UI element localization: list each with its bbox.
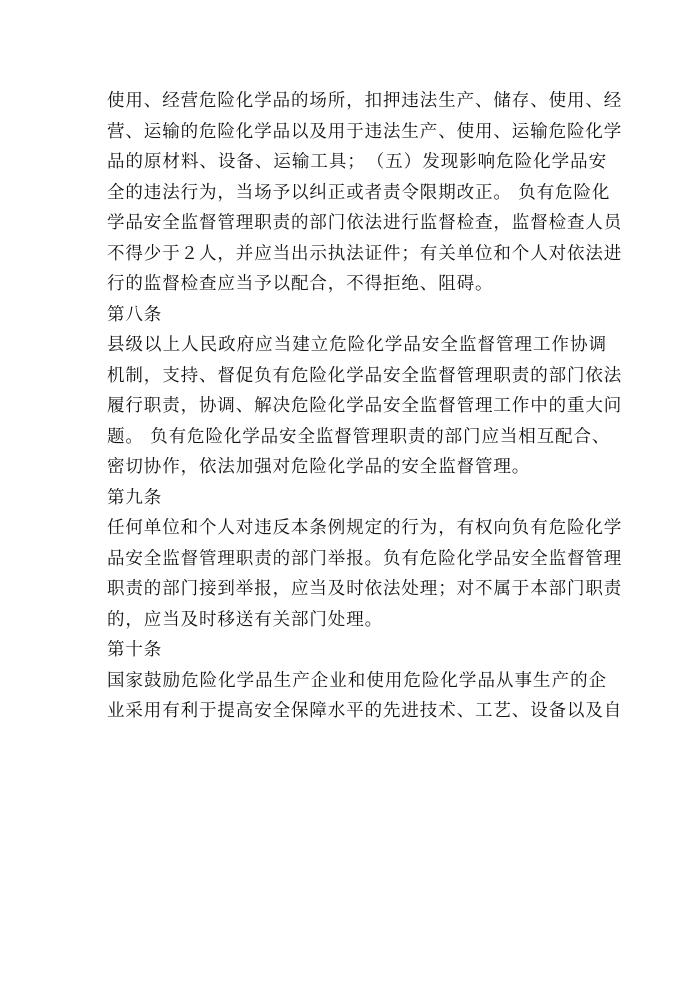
text-line: 使用、经营危险化学品的场所，扣押违法生产、储存、使用、经 [107,91,623,111]
text-line: 履行职责，协调、解决危险化学品安全监督管理工作中的重大问 [107,396,623,416]
text-line: 密切协作，依法加强对危险化学品的安全监督管理。 [107,457,531,477]
text-line: 全的违法行为，当场予以纠正或者责令限期改正。 负有危险化 [107,182,611,203]
text-line: 品的原材料、设备、运输工具； （五）发现影响危险化学品安 [107,152,607,172]
text-line: 不得少于２人，并应当出示执法证件；有关单位和个人对依法进 [107,243,623,264]
article-heading: 第八条 [107,304,163,325]
article-9 [107,483,623,636]
article-heading: 第九条 [107,487,163,508]
text-line: 营、运输的危险化学品以及用于违法生产、使用、运输危险化学 [107,121,623,142]
text-line: 国家鼓励危险化学品生产企业和使用危险化学品从事生产的企 [107,670,607,691]
article-heading: 第十条 [107,640,163,660]
text-line: 题。 负有危险化学品安全监督管理职责的部门应当相互配合、 [107,426,611,447]
document-page [107,86,623,727]
text-line: 县级以上人民政府应当建立危险化学品安全监督管理工作协调 [107,335,607,355]
text-line: 业采用有利于提高安全保障水平的先进技术、工艺、设备以及自 [107,701,623,721]
text-line: 职责的部门接到举报，应当及时依法处理；对不属于本部门职责 [107,579,623,599]
text-line: 任何单位和个人对违反本条例规定的行为，有权向负有危险化学 [107,518,623,538]
text-line: 学品安全监督管理职责的部门依法进行监督检查，监督检查人员 [107,213,623,233]
paragraph-continued [107,86,623,300]
text-line: 行的监督检查应当予以配合，不得拒绝、阻碍。 [107,274,494,294]
article-10 [107,635,623,727]
article-8 [107,300,623,483]
text-line: 的，应当及时移送有关部门处理。 [107,609,383,630]
text-line: 机制，支持、督促负有危险化学品安全监督管理职责的部门依法 [107,365,623,386]
text-line: 品安全监督管理职责的部门举报。负有危险化学品安全监督管理 [107,548,623,569]
